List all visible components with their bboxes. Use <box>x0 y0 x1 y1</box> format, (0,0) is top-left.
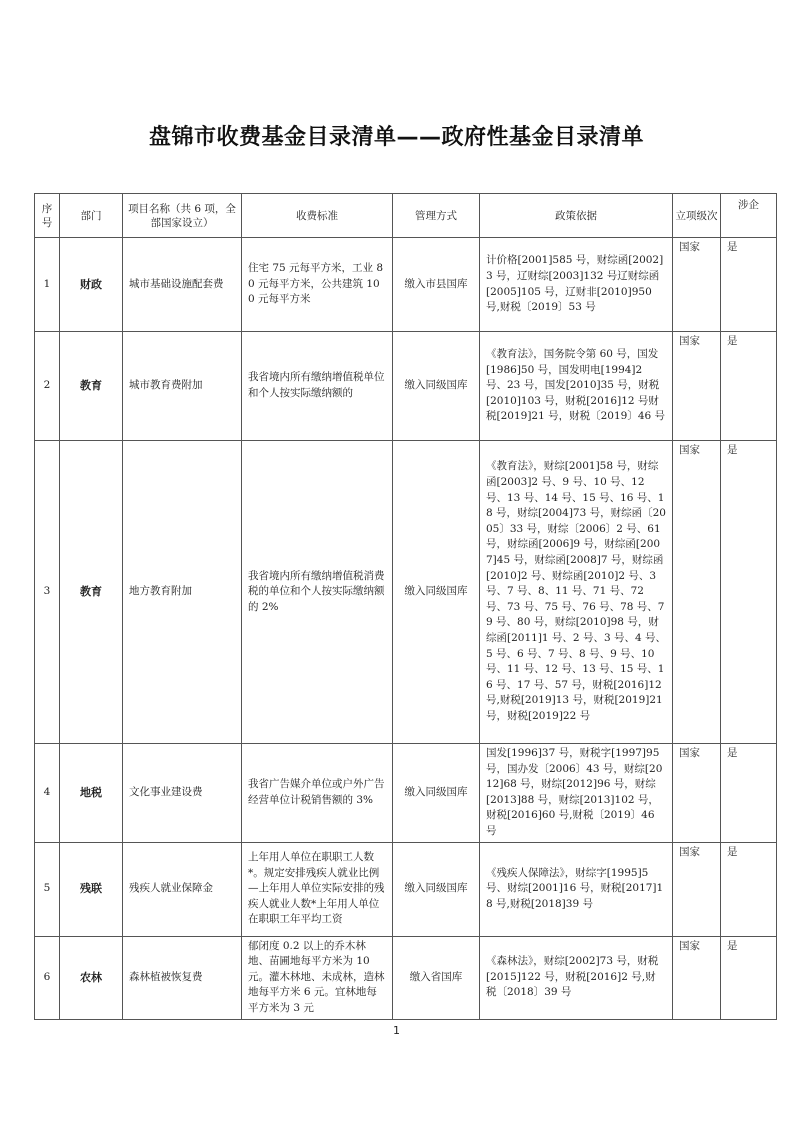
row-dept: 教育 <box>60 332 123 441</box>
row-management: 缴入同级国库 <box>393 332 480 441</box>
row-standard: 我省境内所有缴纳增值税消费税的单位和个人按实际缴纳额的 2% <box>242 441 393 744</box>
table-row <box>35 441 777 744</box>
table-row <box>35 238 777 332</box>
row-enterprise: 是 <box>721 936 777 1019</box>
row-basis: 国发[1996]37 号，财税字[1997]95 号，国办发〔2006〕43 号，财综[2012]68 号，财综[2012]96 号，财综[2013]88 号，财综[2013]102 号，财税[2016]60 号,财税〔2019〕46 号 <box>480 744 673 843</box>
row-enterprise: 是 <box>721 238 777 332</box>
row-name: 森林植被恢复费 <box>123 936 242 1019</box>
row-enterprise: 是 <box>721 744 777 843</box>
row-standard: 我省境内所有缴纳增值税单位和个人按实际缴纳额的 <box>242 332 393 441</box>
row-management: 缴入同级国库 <box>393 842 480 936</box>
row-dept: 财政 <box>60 238 123 332</box>
table-row <box>35 744 777 843</box>
row-management: 缴入同级国库 <box>393 441 480 744</box>
page-title: 盘锦市收费基金目录清单——政府性基金目录清单 <box>148 125 644 150</box>
row-no: 2 <box>35 332 60 441</box>
row-dept: 残联 <box>60 842 123 936</box>
row-level: 国家 <box>673 441 721 744</box>
row-management: 缴入省国库 <box>393 936 480 1019</box>
row-management: 缴入同级国库 <box>393 744 480 843</box>
row-level: 国家 <box>673 936 721 1019</box>
table-header-row <box>35 194 777 238</box>
row-basis: 《残疾人保障法》，财综字[1995]5 号、财综[2001]16 号，财税[2017]18 号,财税[2018]39 号 <box>480 842 673 936</box>
row-name: 城市教育费附加 <box>123 332 242 441</box>
row-basis: 计价格[2001]585 号，财综函[2002]3 号，辽财综[2003]132 号辽财综函[2005]105 号，辽财非[2010]950 号,财税〔2019〕53 号 <box>480 238 673 332</box>
row-basis: 《教育法》，国务院令第 60 号，国发[1986]50 号，国发明电[1994]2 号、23 号，国发[2010]35 号，财税[2010]103 号，财税[2016]12 号财税[2019]21 号，财税〔2019〕46 号 <box>480 332 673 441</box>
row-no: 4 <box>35 744 60 843</box>
table-row <box>35 842 777 936</box>
page-number: 1 <box>393 1024 400 1037</box>
header-enterprise: 涉企 <box>721 194 777 238</box>
row-level: 国家 <box>673 238 721 332</box>
header-level: 立项级次 <box>673 194 721 238</box>
row-level: 国家 <box>673 332 721 441</box>
row-dept: 地税 <box>60 744 123 843</box>
row-standard: 我省广告媒介单位或户外广告经营单位计税销售额的 3% <box>242 744 393 843</box>
row-basis: 《森林法》，财综[2002]73 号，财税[2015]122 号，财税[2016]2 号,财税〔2018〕39 号 <box>480 936 673 1019</box>
header-standard: 收费标准 <box>242 194 393 238</box>
header-no: 序号 <box>35 194 60 238</box>
row-enterprise: 是 <box>721 332 777 441</box>
row-level: 国家 <box>673 744 721 843</box>
table-row <box>35 936 777 1019</box>
row-enterprise: 是 <box>721 842 777 936</box>
row-name: 城市基础设施配套费 <box>123 238 242 332</box>
row-standard: 住宅 75 元每平方米，工业 80 元每平方米，公共建筑 100 元每平方米 <box>242 238 393 332</box>
row-name: 地方教育附加 <box>123 441 242 744</box>
row-name: 残疾人就业保障金 <box>123 842 242 936</box>
row-level: 国家 <box>673 842 721 936</box>
row-dept: 农林 <box>60 936 123 1019</box>
fund-catalog-table <box>34 193 777 1020</box>
row-enterprise: 是 <box>721 441 777 744</box>
header-management: 管理方式 <box>393 194 480 238</box>
row-no: 1 <box>35 238 60 332</box>
row-no: 3 <box>35 441 60 744</box>
row-standard: 上年用人单位在职职工人数*。规定安排残疾人就业比例—上年用人单位实际安排的残疾人就业人数*上年用人单位在职职工年平均工资 <box>242 842 393 936</box>
header-basis: 政策依据 <box>480 194 673 238</box>
row-no: 6 <box>35 936 60 1019</box>
row-basis: 《教育法》，财综[2001]58 号，财综函[2003]2 号、9 号、10 号、12 号、13 号、14 号、15 号、16 号、18 号，财综[2004]73 号，财综函〔2005〕33 号，财综〔2006〕2 号、61 号，财综函[2006]9 号，财综函[2007]45 号，财综函[2008]7 号，财综函[2010]2 号、财综函[2010]2 号、3 号、7 号、8、11 号、71 号、72 号、73 号、75 号、76 号、78 号、79 号、80 号，财综[2010]98 号，财综函[2011]1 号、2 号、3 号、4 号、5 号、6 号、7 号、8 号、9 号、10 号、11 号、12 号、13 号、15 号、16 号、17 号、57 号，财税[2016]12 号,财税[2019]13 号，财税[2019]21 号，财税[2019]22 号 <box>480 441 673 744</box>
row-management: 缴入市县国库 <box>393 238 480 332</box>
row-name: 文化事业建设费 <box>123 744 242 843</box>
row-no: 5 <box>35 842 60 936</box>
header-dept: 部门 <box>60 194 123 238</box>
table-row <box>35 332 777 441</box>
row-dept: 教育 <box>60 441 123 744</box>
header-name: 项目名称（共 6 项，全部国家设立） <box>123 194 242 238</box>
row-standard: 郁闭度 0.2 以上的乔木林地、苗圃地每平方米为 10 元。灌木林地、未成林，造林地每平方米 6 元。宜林地每平方米为 3 元 <box>242 936 393 1019</box>
